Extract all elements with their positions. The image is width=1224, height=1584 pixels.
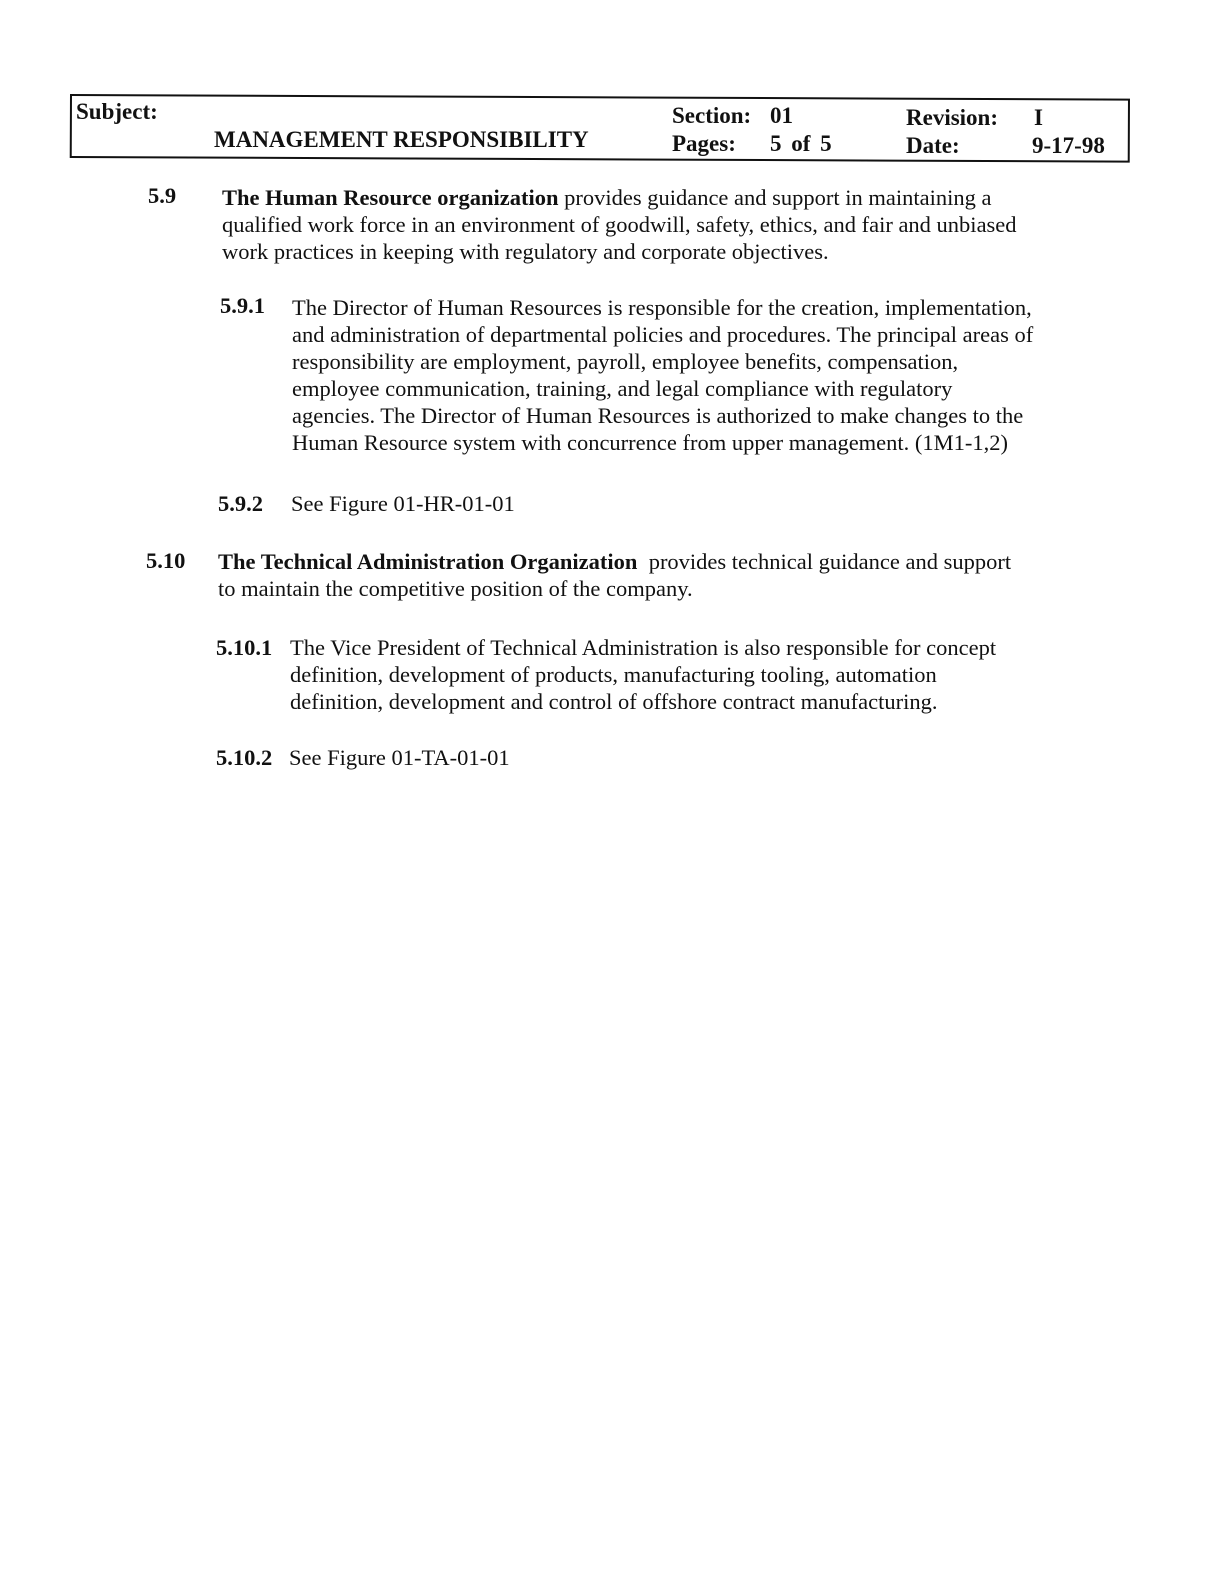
paragraph-5-9-1-line-5: agencies. The Director of Human Resources is authorized to make changes to the <box>292 403 1024 428</box>
paragraph-5-9-line-3: work practices in keeping with regulatory and corporate objectives. <box>222 239 829 264</box>
section-number-5-10-1: 5.10.1 <box>216 635 273 660</box>
revision-label: Revision: <box>906 105 998 130</box>
paragraph-5-10-line-1 <box>218 548 1011 575</box>
subject-label: Subject: <box>76 99 158 124</box>
pages-value: 5 of 5 <box>770 131 832 156</box>
date-value: 9-17-98 <box>1032 133 1105 158</box>
section-number-5-10-2: 5.10.2 <box>216 745 273 770</box>
section-number-5-9-1: 5.9.1 <box>220 293 265 318</box>
paragraph-5-9 <box>222 184 1017 265</box>
paragraph-5-10-1-line-2: definition, development of products, manufacturing tooling, automation <box>290 662 937 687</box>
paragraph-5-10-1-line-1: The Vice President of Technical Administration is also responsible for concept <box>290 635 997 660</box>
paragraph-5-10-1-line-3: definition, development and control of offshore contract manufacturing. <box>290 689 938 714</box>
paragraph-5-9-1-line-2: and administration of departmental policies and procedures. The principal areas of <box>292 322 1034 347</box>
paragraph-5-9-1-line-1: The Director of Human Resources is responsible for the creation, implementation, <box>292 295 1032 320</box>
paragraph-5-9-1-line-4: employee communication, training, and legal compliance with regulatory <box>292 376 953 401</box>
paragraph-5-9-1-line-6: Human Resource system with concurrence from upper management. (1M1-1,2) <box>292 430 1009 455</box>
paragraph-5-10-1 <box>290 634 996 715</box>
paragraph-5-9-1-line-3: responsibility are employment, payroll, employee benefits, compensation, <box>292 349 959 374</box>
technical-administration-heading: The Technical Administration Organization <box>218 549 638 574</box>
paragraph-5-10-line-1-text: provides technical guidance and support <box>637 549 1012 574</box>
section-label: Section: <box>672 103 752 128</box>
paragraph-5-9-line-1-text: provides guidance and support in maintaining a <box>558 185 992 210</box>
section-value: 01 <box>770 103 793 128</box>
paragraph-5-9-line-1 <box>222 184 1017 211</box>
paragraph-5-9-1 <box>292 294 1033 456</box>
paragraph-5-9-line-2: qualified work force in an environment of goodwill, safety, ethics, and fair and unbiased <box>222 212 1017 237</box>
figure-reference-ta: See Figure 01-TA-01-01 <box>289 745 510 770</box>
paragraph-5-10-line-2: to maintain the competitive position of the company. <box>218 576 693 601</box>
section-number-5-9: 5.9 <box>148 183 177 208</box>
subject-value: MANAGEMENT RESPONSIBILITY <box>214 127 589 152</box>
figure-reference-hr: See Figure 01-HR-01-01 <box>291 491 515 516</box>
section-number-5-10: 5.10 <box>146 548 186 573</box>
section-number-5-9-2: 5.9.2 <box>218 491 263 516</box>
date-label: Date: <box>906 133 960 158</box>
pages-label: Pages: <box>672 131 736 156</box>
revision-value: I <box>1034 105 1043 130</box>
hr-organization-heading: The Human Resource organization <box>222 185 559 210</box>
paragraph-5-10 <box>218 548 1011 602</box>
